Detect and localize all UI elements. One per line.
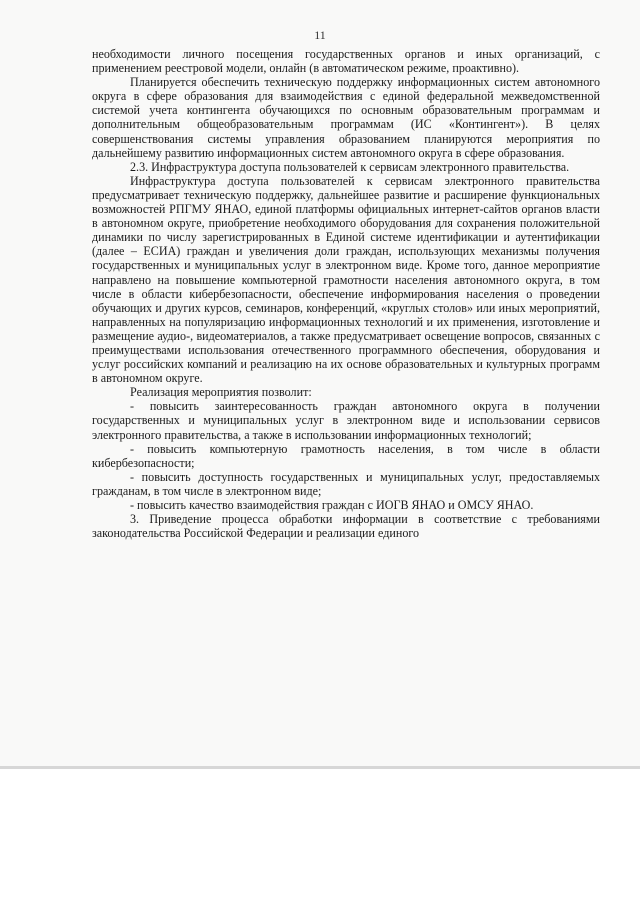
section-heading-2-3: 2.3. Инфраструктура доступа пользователей к сервисам электронного правительства.	[130, 159, 570, 174]
document-body	[92, 47, 600, 540]
page-number: 11	[314, 28, 326, 42]
list-item-accessibility: - повысить доступность государственных и муниципальных услуг, предоставляемых гражданам, в том числе в электронном виде;	[92, 469, 600, 498]
scan-edge-divider	[0, 766, 640, 769]
section-heading-3: 3. Приведение процесса обработки информации в соответствие с требованиями законодательства Российской Федерации и реализации единого	[92, 512, 600, 541]
list-item-literacy: - повысить компьютерную грамотность населения, в том числе в области кибербезопасности;	[92, 441, 600, 470]
paragraph-infrastructure: Инфраструктура доступа пользователей к сервисам электронного правительства предусматривает техническую поддержку, дальнейшее развитие и расширение функциональных возможностей РПГМУ ЯНАО, единой платформы официальных интернет-сайтов органов власти в автономном округе, приобретение необходимого оборудования для сохранения положительной динамики по числу зарегистрированных в Единой системе идентификации и аутентификации (далее – ЕСИА) граждан и увеличения доли граждан, использующих механизмы получения государственных и муниципальных услуг в электронном виде. Кроме того, данное мероприятие направлено на повышение компьютерной грамотности населения автономного округа, в том числе в области кибербезопасности, обеспечение информирования населения о проведении обучающих и других курсов, семинаров, конференций, «круглых столов» или иных мероприятий, направленных на популяризацию информационных технологий и их применения, изготовление и размещение аудио-, видеоматериалов, а также предусматривает освещение вопросов, связанных с преимуществами использования отечественного программного обеспечения, оборудования и услуг российских компаний и реализацию на их основе образовательных и культурных программ в автономном округе.	[92, 173, 600, 386]
paragraph-education-systems: Планируется обеспечить техническую поддержку информационных систем автономного округа в сфере образования для взаимодействия с единой федеральной межведомственной системой учета контингента обучающихся по основным образовательным программам и дополнительным общеобразовательным программам (ИС «Контингент»). В целях совершенствования системы управления образованием планируются мероприятия по дальнейшему развитию информационных систем автономного округа в сфере образования.	[92, 75, 600, 160]
list-item-interest: - повысить заинтересованность граждан автономного округа в получении государственных и муниципальных услуг в электронном виде и использовании сервисов электронного правительства, а также в использовании информационных технологий;	[92, 399, 600, 442]
paragraph-continuation: необходимости личного посещения государственных органов и иных организаций, с применением реестровой модели, онлайн (в автоматическом режиме, проактивно).	[92, 47, 600, 76]
list-item-quality: - повысить качество взаимодействия граждан с ИОГВ ЯНАО и ОМСУ ЯНАО.	[130, 498, 534, 512]
paragraph-implementation-intro: Реализация мероприятия позволит:	[130, 385, 312, 400]
